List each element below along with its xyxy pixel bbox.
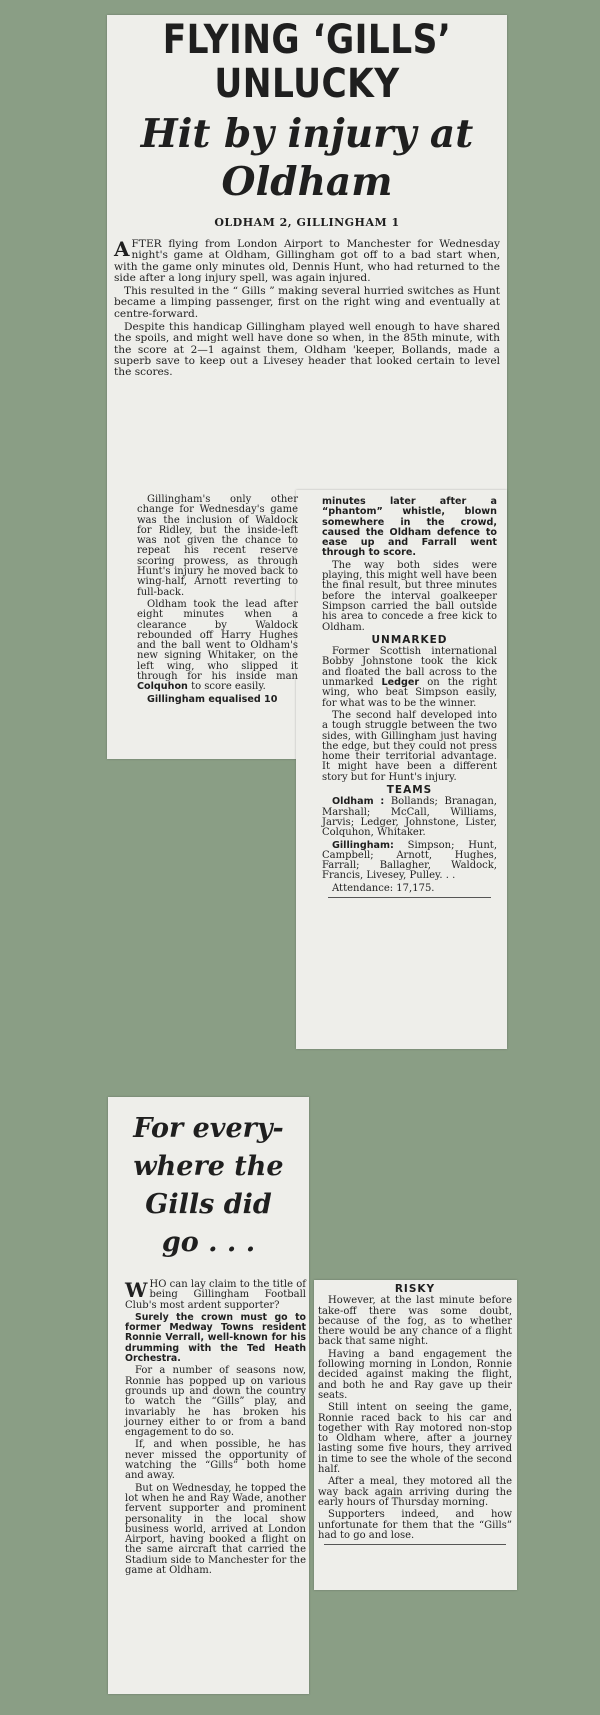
lead-text: FTER flying from London Airport to Manchester for Wednesday night's game at Oldham, Gillingham got off to a bad start when, with the game only minutes old, Dennis Hunt, who had returned to the side after a long injury spell, was again injured. — [114, 238, 500, 284]
paragraph: This resulted in the “ Gills ” making several hurried switches as Hunt became a limping passenger, first on the right wing and eventually at centre-forward. — [114, 285, 500, 320]
paragraph: Still intent on seeing the game, Ronnie raced back to his car and together with Ray motored non-stop to Oldham where, after a journey lasting some five hours, they arrived in time to see the whole of the second half. — [318, 1402, 512, 1476]
article-1 — [112, 18, 502, 381]
paragraph: The way both sides were playing, this might well have been the final result, but three minutes before the interval goalkeeper Simpson carried the ball outside his area to concede a free kick to Oldham. — [322, 559, 497, 633]
paragraph: The second half developed into a tough struggle between the two sides, with Gillingham just having the edge, but they could not press home their territorial advantage. It might have been a different story but for Hunt's injury. — [322, 709, 497, 783]
subheading-unmarked: UNMARKED — [371, 633, 448, 646]
paragraph-bold: minutes later after a “phantom” whistle, blown somewhere in the crowd, caused the Oldham defence to ease up and Farrall went through to score. — [322, 496, 497, 559]
lead-text: HO can lay claim to the title of being Gillingham Football Club's most ardent supporter? — [125, 1279, 306, 1311]
text: Oldham took the lead after eight minutes when a clearance by Waldock rebounded off Harry Hughes and the ball went to Oldham's new signing Whitaker, on the left wing, who slipped it through for his inside man — [137, 598, 298, 683]
subheading-teams: TEAMS — [386, 784, 433, 797]
team-players: Simpson; Hunt, Campbell; Arnott, Hughes, Farrall; Ballagher, Waldock, Francis, Livesey, Pulley. . . — [322, 839, 497, 882]
scorer-name: Colquhon — [137, 681, 188, 693]
divider — [328, 897, 491, 898]
team-label: Gillingham: — [332, 839, 394, 851]
paragraph: Despite this handicap Gillingham played well enough to have shared the spoils, and might well have done so when, in the 85th minute, with the score at 2—1 against them, Oldham 'keeper, Bollands, made a superb save to keep out a Livesey header that looked certain to level the scores. — [114, 321, 500, 379]
paragraph — [322, 647, 497, 709]
attendance: Attendance: 17,175. — [332, 882, 435, 894]
text: Former Scottish international Bobby Johnstone took the kick and floated the ball across to the unmarked — [322, 646, 497, 689]
text: on the right wing, who beat Simpson easily, for what was to be the winner. — [322, 677, 497, 709]
headline-line-2: UNLUCKY — [214, 61, 400, 107]
divider — [324, 1544, 506, 1545]
article-2-right-column — [318, 1284, 512, 1548]
headline-line-4: go . . . — [161, 1227, 256, 1258]
bold-text: Gillingham equalised 10 — [147, 693, 278, 705]
paragraph: Supporters indeed, and how unfortunate for them that the “Gills” had to go and lose. — [318, 1509, 512, 1541]
paragraph: Having a band engagement the following morning in London, Ronnie decided against making the flight, and both he and Ray gave up their seats. — [318, 1348, 512, 1401]
paragraph — [137, 695, 298, 705]
subhead-line-1: Hit by injury at — [140, 111, 474, 157]
team-players: Bollands; Branagan, Marshall; McCall, Williams, Jarvis; Ledger, Johnstone, Lister, Colquhon, Whitaker. — [322, 796, 497, 839]
article-1-intro — [112, 239, 502, 379]
paragraph: But on Wednesday, he topped the lot when he and Ray Wade, another fervent supporter and prominent personality in the local show business world, arrived at London Airport, having booked a flight on the same aircraft that carried the Stadium side to Manchester for the game at Oldham. — [125, 1482, 306, 1577]
subheading-risky: RISKY — [394, 1283, 436, 1295]
article-1-left-column — [137, 495, 298, 707]
headline-line-3: Gills did — [145, 1189, 272, 1220]
team-list-oldham — [322, 797, 497, 838]
paragraph — [137, 600, 298, 693]
text: to score easily. — [191, 681, 266, 693]
team-list-gillingham — [322, 841, 497, 882]
article-2-headline — [112, 1110, 305, 1262]
match-score: OLDHAM 2, GILLINGHAM 1 — [214, 216, 400, 229]
team-label: Oldham : — [332, 796, 385, 808]
article-2-left-column — [125, 1280, 306, 1578]
paragraph: If, and when possible, he has never missed the opportunity of watching the “Gills” both home and away. — [125, 1439, 306, 1482]
paragraph-bold: Surely the crown must go to former Medway Towns resident Ronnie Verrall, well-known for his drumming with the Ted Heath Orchestra. — [125, 1311, 306, 1365]
paragraph: However, at the last minute before take-off there was some doubt, because of the fog, as to whether there would be any chance of a flight back that same night. — [318, 1295, 512, 1348]
headline-line-2: where the — [133, 1151, 284, 1182]
drop-cap: W — [125, 1278, 148, 1302]
headline-line-1: FLYING ‘GILLS’ — [162, 17, 452, 63]
lead-paragraph — [125, 1280, 306, 1311]
article-1-right-column — [322, 497, 497, 901]
paragraph: Gillingham's only other change for Wednesday's game was the inclusion of Waldock for Ridley, but the inside-left was not given the chance to repeat his recent reserve scoring prowess, as through Hunt's injury he moved back to wing-half, Arnott reverting to full-back. — [137, 494, 298, 598]
drop-cap: A — [114, 237, 130, 261]
lead-paragraph — [114, 239, 500, 284]
subhead-line-2: Oldham — [221, 159, 393, 205]
player-name: Ledger — [381, 677, 420, 689]
paragraph: For a number of seasons now, Ronnie has popped up on various grounds up and down the country to watch the “Gills” play, and invariably he has broken his journey either to or from a band engagement to do so. — [125, 1365, 306, 1439]
headline-line-1: For every- — [133, 1113, 284, 1144]
paragraph: After a meal, they motored all the way back again arriving during the early hours of Thursday morning. — [318, 1476, 512, 1508]
